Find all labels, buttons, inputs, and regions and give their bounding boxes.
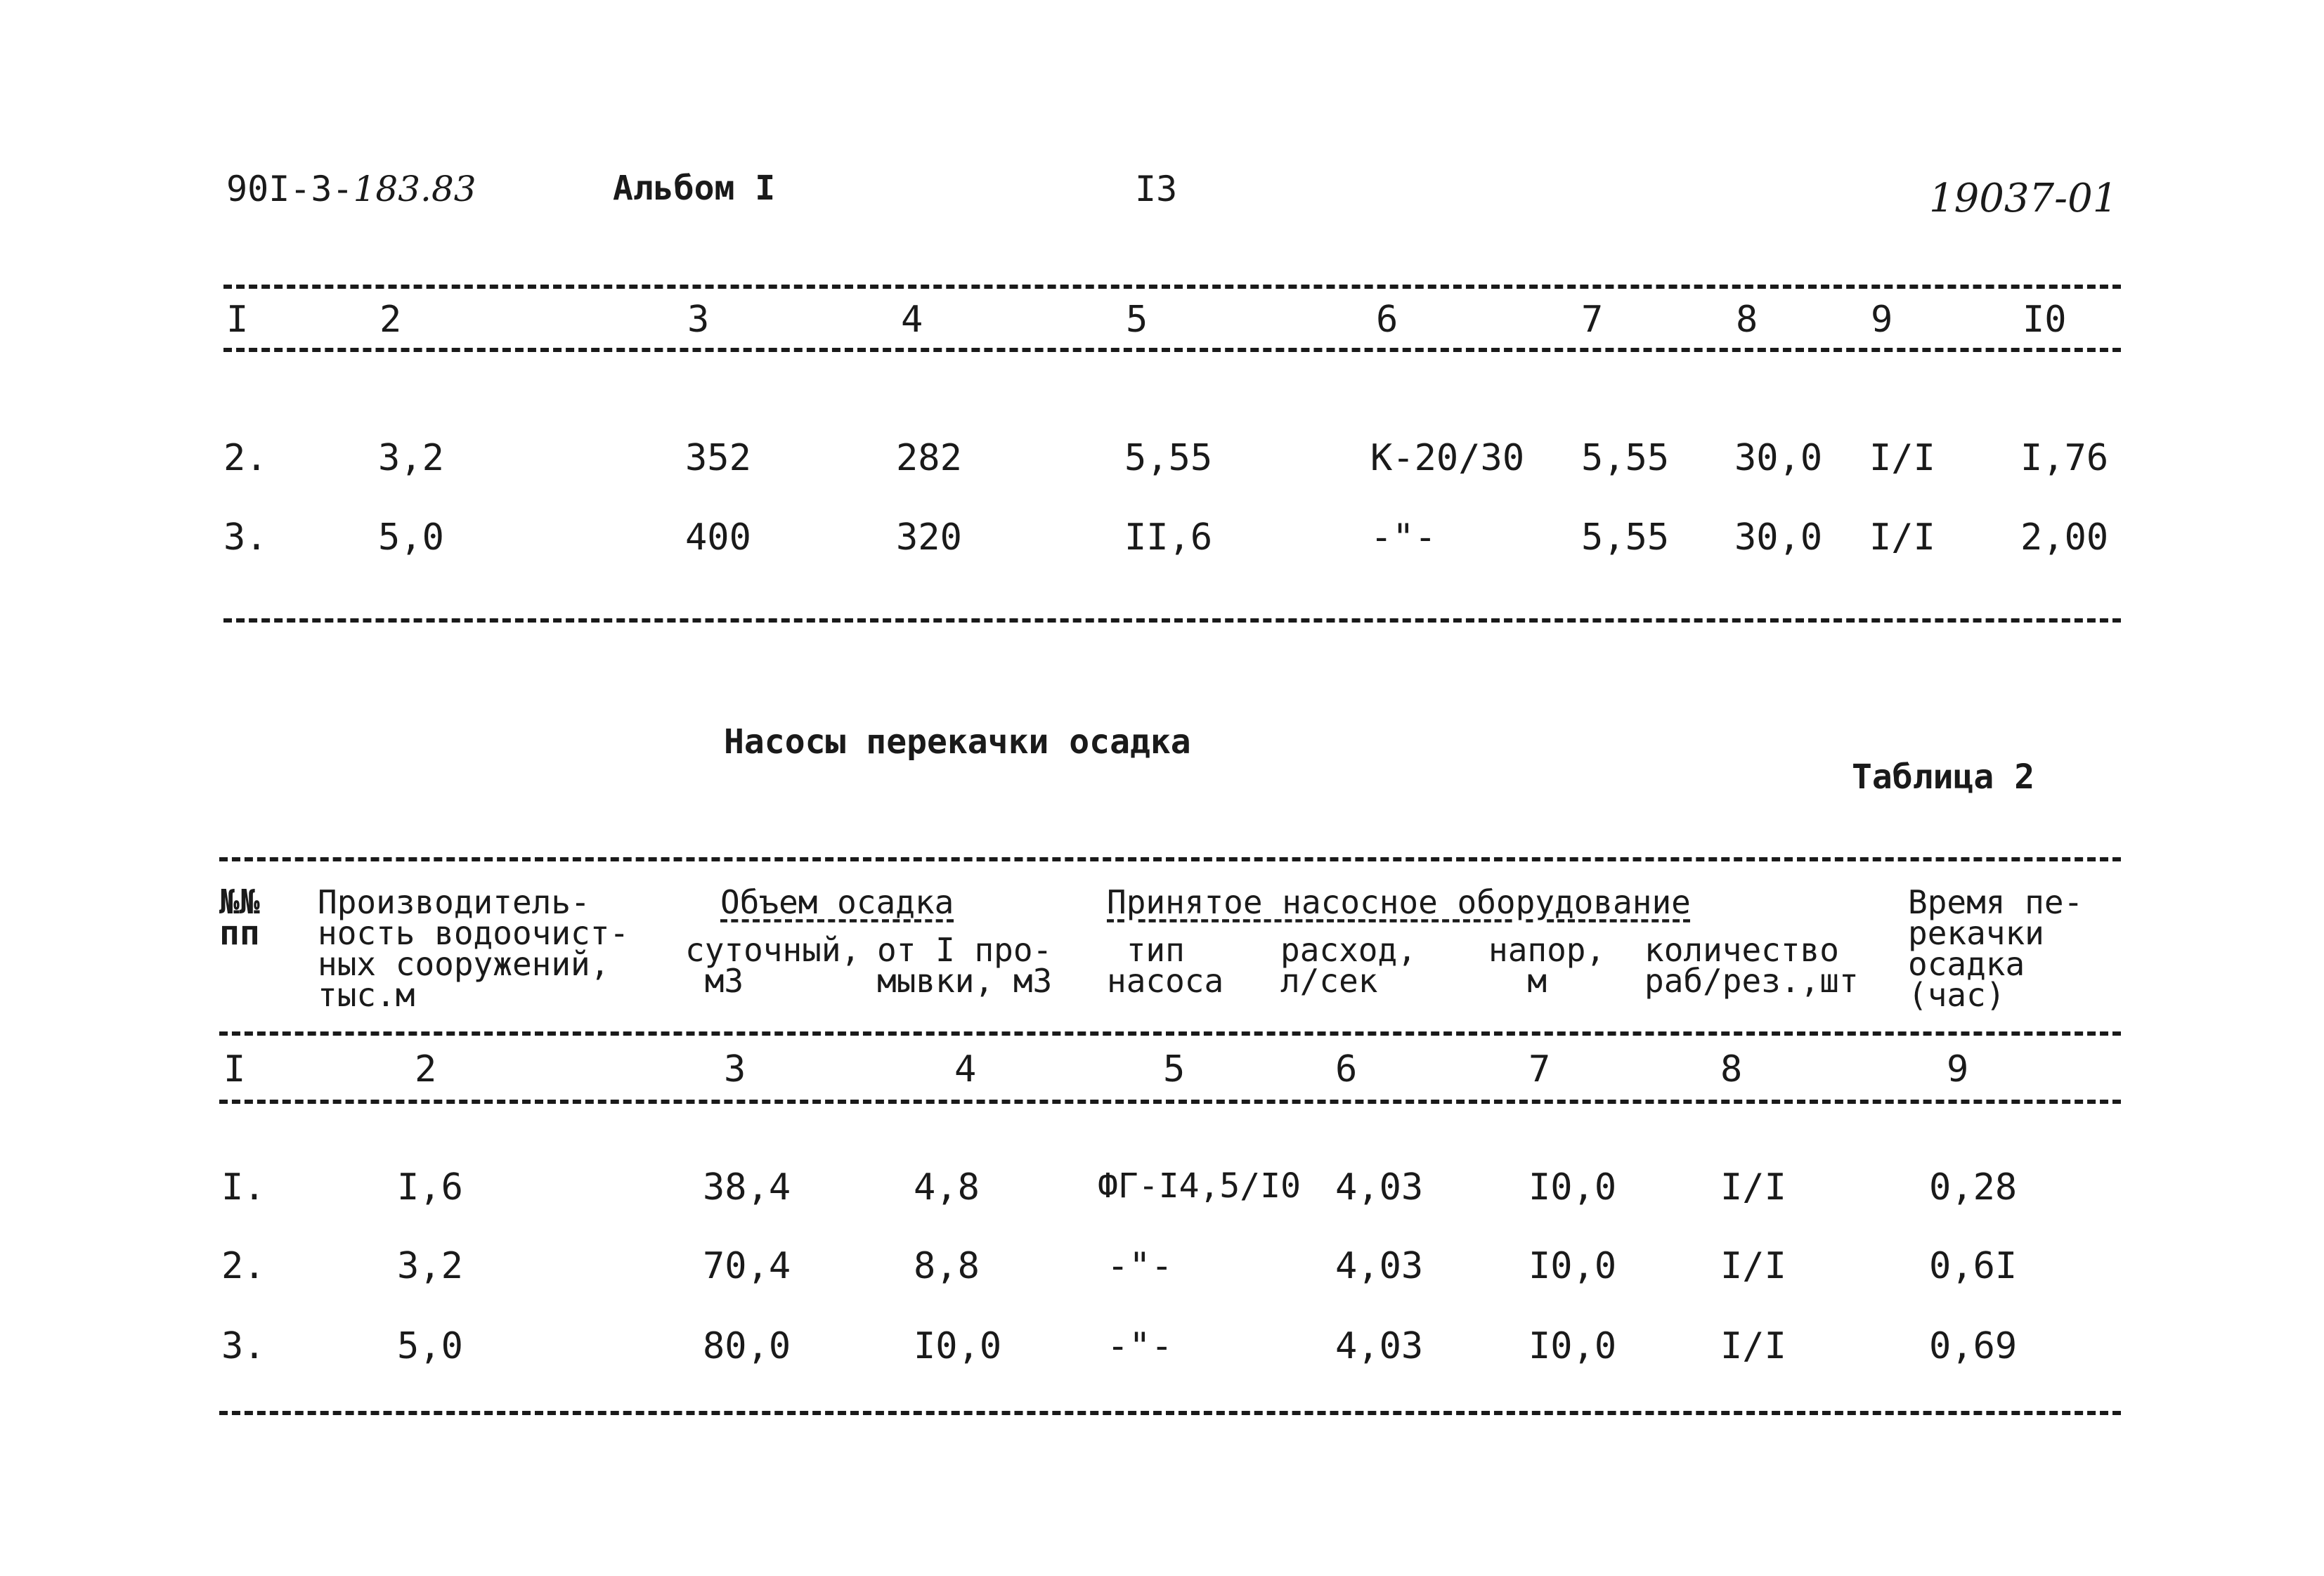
t2-cell: 4,03: [1335, 1325, 1424, 1367]
t1-cell: 282: [896, 437, 962, 479]
section-title: Насосы перекачки осадка: [724, 722, 1191, 762]
t2-cell: I0,0: [1528, 1166, 1617, 1209]
header-flow: расход, л/сек: [1280, 931, 1417, 1000]
t1-cell: 5,0: [378, 516, 444, 559]
t2-cell: 4,03: [1335, 1166, 1424, 1209]
t2-colnum: 4: [954, 1048, 977, 1090]
t2-cell: I/I: [1720, 1166, 1786, 1209]
t1-colnum: 5: [1126, 299, 1148, 341]
t1-colnum: 8: [1736, 299, 1758, 341]
t2-cell: I0,0: [1528, 1325, 1617, 1367]
t2-colnum: 7: [1528, 1048, 1551, 1090]
t1-colnum: 2: [379, 299, 402, 341]
t1-cell: 3.: [223, 516, 268, 559]
t1-colnum: I: [226, 299, 249, 341]
doc-code: [226, 169, 476, 209]
header-num: №№ пп: [219, 883, 260, 953]
doc-code-handwritten: 183.83: [353, 169, 476, 209]
t2-cell: 70,4: [703, 1245, 791, 1287]
t1-cell: 5,55: [1581, 516, 1670, 559]
t2-cell: 4,03: [1335, 1245, 1424, 1287]
t2-colnum: 5: [1163, 1048, 1186, 1090]
t2-cell: ФГ-I4,5/I0: [1098, 1166, 1301, 1206]
t2-colnum: 8: [1720, 1048, 1743, 1090]
t2-cell: 5,0: [397, 1325, 463, 1367]
t2-cell: 38,4: [703, 1166, 791, 1209]
table1-top-rule: [223, 285, 2121, 289]
t1-colnum: 3: [687, 299, 710, 341]
t2-cell: I0,0: [1528, 1245, 1617, 1287]
t2-cell: 2.: [221, 1245, 266, 1287]
album-label: Альбом I: [613, 169, 776, 208]
t2-cell: I0,0: [914, 1325, 1002, 1367]
t1-cell: 352: [685, 437, 751, 479]
t1-colnum: 6: [1376, 299, 1398, 341]
t1-cell: 320: [896, 516, 962, 559]
t1-cell: 2,00: [2020, 516, 2109, 559]
t1-cell: 400: [685, 516, 751, 559]
t2-cell: 0,28: [1929, 1166, 2018, 1209]
table2-columns-rule: [219, 1100, 2121, 1104]
table-label: Таблица 2: [1852, 757, 2035, 797]
t1-cell: -"-: [1370, 516, 1436, 559]
t1-colnum: I0: [2023, 299, 2067, 341]
table2-header-rule: [219, 1031, 2121, 1036]
table2-top-rule: [219, 857, 2121, 861]
t2-cell: 3.: [221, 1325, 266, 1367]
t2-cell: -"-: [1107, 1245, 1173, 1287]
table2-bottom-rule: [219, 1411, 2121, 1415]
header-head: напор, м: [1488, 931, 1606, 1000]
t2-cell: 3,2: [397, 1245, 463, 1287]
t2-colnum: 3: [724, 1048, 746, 1090]
header-pump-type: тип насоса: [1107, 931, 1224, 1000]
t1-cell: 5,55: [1581, 437, 1670, 479]
t1-cell: К-20/30: [1370, 437, 1525, 479]
t1-cell: II,6: [1124, 516, 1213, 559]
t2-cell: 4,8: [914, 1166, 980, 1209]
t2-cell: I.: [221, 1166, 266, 1209]
page-number: I3: [1135, 169, 1178, 209]
t1-cell: I/I: [1869, 437, 1935, 479]
t2-cell: I/I: [1720, 1325, 1786, 1367]
header-count: количество раб/рез.,шт: [1644, 931, 1859, 1000]
inventory-number: 19037-01: [1929, 176, 2118, 221]
t1-cell: 2.: [223, 437, 268, 479]
t2-colnum: 2: [415, 1048, 437, 1090]
table1-bottom-rule: [223, 618, 2121, 623]
t1-colnum: 9: [1871, 299, 1893, 341]
t2-cell: 0,6I: [1929, 1245, 2018, 1287]
t2-colnum: 9: [1947, 1048, 1969, 1090]
t2-cell: 0,69: [1929, 1325, 2018, 1367]
header-capacity: Производитель- ность водоочист- ных сооружений, тыс.м: [318, 883, 630, 1014]
t1-colnum: 7: [1581, 299, 1604, 341]
t2-cell: 80,0: [703, 1325, 791, 1367]
table1-header-rule: [223, 348, 2121, 352]
t1-cell: I/I: [1869, 516, 1935, 559]
t1-colnum: 4: [901, 299, 923, 341]
doc-code-print: 90I-3-: [226, 169, 353, 209]
t1-cell: 5,55: [1124, 437, 1213, 479]
t2-cell: -"-: [1107, 1325, 1173, 1367]
t2-colnum: I: [223, 1048, 246, 1090]
t2-cell: I,6: [397, 1166, 463, 1209]
t1-cell: 30,0: [1734, 437, 1823, 479]
t1-cell: I,76: [2020, 437, 2109, 479]
header-equipment-group: Принятое насосное оборудование: [1107, 883, 1691, 921]
header-time: Время пе- рекачки осадка (час): [1908, 883, 2084, 1014]
header-per-wash: от I про- мывки, м3: [877, 931, 1053, 1000]
header-volume-group: Объем осадка: [720, 883, 954, 921]
t2-colnum: 6: [1335, 1048, 1358, 1090]
t1-cell: 30,0: [1734, 516, 1823, 559]
t1-cell: 3,2: [378, 437, 444, 479]
t2-cell: I/I: [1720, 1245, 1786, 1287]
t2-cell: 8,8: [914, 1245, 980, 1287]
header-daily: суточный, м3: [685, 931, 861, 1000]
